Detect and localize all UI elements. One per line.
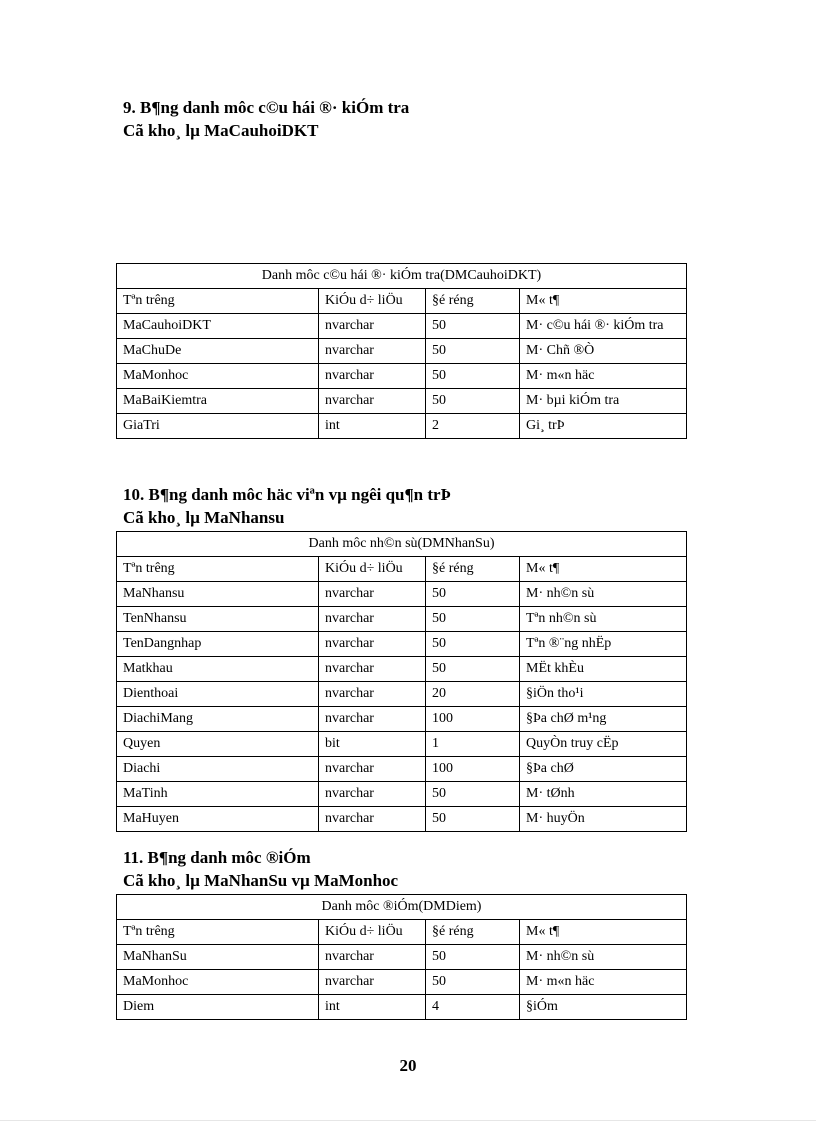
header-cell: Tªn trêng	[117, 920, 319, 945]
table-caption: Danh môc ®iÓm(DMDiem)	[117, 895, 687, 920]
table-cell: DiachiMang	[117, 707, 319, 732]
table-cell: 50	[426, 782, 520, 807]
table-row	[117, 657, 687, 682]
table-cell: nvarchar	[319, 339, 426, 364]
table-cell: nvarchar	[319, 782, 426, 807]
table-cell: nvarchar	[319, 707, 426, 732]
table-cell: §iÓm	[520, 995, 687, 1020]
table-row	[117, 414, 687, 439]
header-cell: M« t¶	[520, 920, 687, 945]
table-cell: nvarchar	[319, 657, 426, 682]
table-cell: Diem	[117, 995, 319, 1020]
table-cell: M· nh©n sù	[520, 582, 687, 607]
header-cell: M« t¶	[520, 557, 687, 582]
table-cell: Dienthoai	[117, 682, 319, 707]
header-cell: M« t¶	[520, 289, 687, 314]
table-cell: Gi¸ trÞ	[520, 414, 687, 439]
table-cell: int	[319, 414, 426, 439]
table-cell: 50	[426, 632, 520, 657]
section10-key: Cã kho¸ lµ MaNhansu	[123, 508, 285, 527]
page-bottom-divider	[0, 1120, 816, 1121]
table-dmdiem	[116, 894, 687, 1020]
header-cell: KiÓu d÷ liÖu	[319, 289, 426, 314]
table-cell: Tªn ®¨ng nhËp	[520, 632, 687, 657]
table-cell: nvarchar	[319, 807, 426, 832]
table-cell: Matkhau	[117, 657, 319, 682]
table-cell: nvarchar	[319, 314, 426, 339]
table-row	[117, 364, 687, 389]
header-cell: Tªn trêng	[117, 289, 319, 314]
table-caption: Danh môc nh©n sù(DMNhanSu)	[117, 532, 687, 557]
table-cell: nvarchar	[319, 389, 426, 414]
table-caption-row	[117, 895, 687, 920]
table-cell: M· m«n häc	[520, 970, 687, 995]
table-cell: MaBaiKiemtra	[117, 389, 319, 414]
header-cell: KiÓu d÷ liÖu	[319, 920, 426, 945]
table-cell: TenDangnhap	[117, 632, 319, 657]
table-cell: MËt khÈu	[520, 657, 687, 682]
table-cell: MaNhanSu	[117, 945, 319, 970]
table-row	[117, 757, 687, 782]
table-cell: nvarchar	[319, 757, 426, 782]
table-cell: 20	[426, 682, 520, 707]
table-cell: M· bµi kiÓm tra	[520, 389, 687, 414]
table-dmcauhoidkt	[116, 263, 687, 439]
header-cell: KiÓu d÷ liÖu	[319, 557, 426, 582]
page-number: 20	[399, 1056, 417, 1075]
table-row	[117, 582, 687, 607]
table-cell: 50	[426, 945, 520, 970]
table-cell: 4	[426, 995, 520, 1020]
table-cell: bit	[319, 732, 426, 757]
table-cell: 50	[426, 364, 520, 389]
table-cell: Tªn nh©n sù	[520, 607, 687, 632]
table-cell: MaChuDe	[117, 339, 319, 364]
table-row	[117, 314, 687, 339]
table-cell: M· tØnh	[520, 782, 687, 807]
table-cell: Diachi	[117, 757, 319, 782]
section9-title: 9. B¶ng danh môc c©u hái ®· kiÓm tra	[123, 98, 410, 117]
table-cell: §Þa chØ m¹ng	[520, 707, 687, 732]
table-caption-row	[117, 264, 687, 289]
table-cell: M· Chñ ®Ò	[520, 339, 687, 364]
table-cell: 50	[426, 389, 520, 414]
table-cell: 50	[426, 657, 520, 682]
table-row	[117, 607, 687, 632]
table-caption: Danh môc c©u hái ®· kiÓm tra(DMCauhoiDKT)	[117, 264, 687, 289]
table-cell: 50	[426, 582, 520, 607]
table-cell: QuyÒn truy cËp	[520, 732, 687, 757]
table-cell: M· m«n häc	[520, 364, 687, 389]
table-header-row	[117, 289, 687, 314]
table-row	[117, 782, 687, 807]
table-cell: MaHuyen	[117, 807, 319, 832]
table-row	[117, 945, 687, 970]
table-cell: MaNhansu	[117, 582, 319, 607]
table-row	[117, 339, 687, 364]
section11-key: Cã kho¸ lµ MaNhanSu vµ MaMonhoc	[123, 871, 399, 890]
table-cell: 50	[426, 339, 520, 364]
table-cell: 50	[426, 970, 520, 995]
table-cell: TenNhansu	[117, 607, 319, 632]
table-cell: §iÖn tho¹i	[520, 682, 687, 707]
table-cell: MaMonhoc	[117, 970, 319, 995]
table-row	[117, 732, 687, 757]
section9-key: Cã kho¸ lµ MaCauhoiDKT	[123, 121, 319, 140]
header-cell: §é réng	[426, 557, 520, 582]
table-cell: 1	[426, 732, 520, 757]
section11-title: 11. B¶ng danh môc ®iÓm	[123, 848, 311, 867]
table-cell: 50	[426, 607, 520, 632]
table-cell: MaTinh	[117, 782, 319, 807]
table-cell: M· nh©n sù	[520, 945, 687, 970]
header-cell: §é réng	[426, 920, 520, 945]
table-cell: M· c©u hái ®· kiÓm tra	[520, 314, 687, 339]
table-cell: Quyen	[117, 732, 319, 757]
table-cell: §Þa chØ	[520, 757, 687, 782]
table-cell: nvarchar	[319, 945, 426, 970]
table-cell: 100	[426, 757, 520, 782]
table-cell: 100	[426, 707, 520, 732]
table-header-row	[117, 557, 687, 582]
table-cell: M· huyÖn	[520, 807, 687, 832]
table-cell: int	[319, 995, 426, 1020]
table-cell: 50	[426, 807, 520, 832]
table-cell: nvarchar	[319, 582, 426, 607]
table-row	[117, 995, 687, 1020]
header-cell: Tªn trêng	[117, 557, 319, 582]
table-cell: nvarchar	[319, 364, 426, 389]
table-row	[117, 970, 687, 995]
header-cell: §é réng	[426, 289, 520, 314]
table-row	[117, 389, 687, 414]
table-row	[117, 632, 687, 657]
table-row	[117, 707, 687, 732]
table-row	[117, 682, 687, 707]
table-header-row	[117, 920, 687, 945]
table-cell: nvarchar	[319, 607, 426, 632]
section10-title: 10. B¶ng danh môc häc viªn vµ ngêi qu¶n trÞ	[123, 485, 451, 504]
table-cell: MaMonhoc	[117, 364, 319, 389]
table-dmnhansu	[116, 531, 687, 832]
table-caption-row	[117, 532, 687, 557]
table-cell: 2	[426, 414, 520, 439]
table-cell: 50	[426, 314, 520, 339]
table-cell: nvarchar	[319, 970, 426, 995]
table-cell: nvarchar	[319, 632, 426, 657]
table-cell: GiaTri	[117, 414, 319, 439]
table-cell: MaCauhoiDKT	[117, 314, 319, 339]
table-row	[117, 807, 687, 832]
table-cell: nvarchar	[319, 682, 426, 707]
